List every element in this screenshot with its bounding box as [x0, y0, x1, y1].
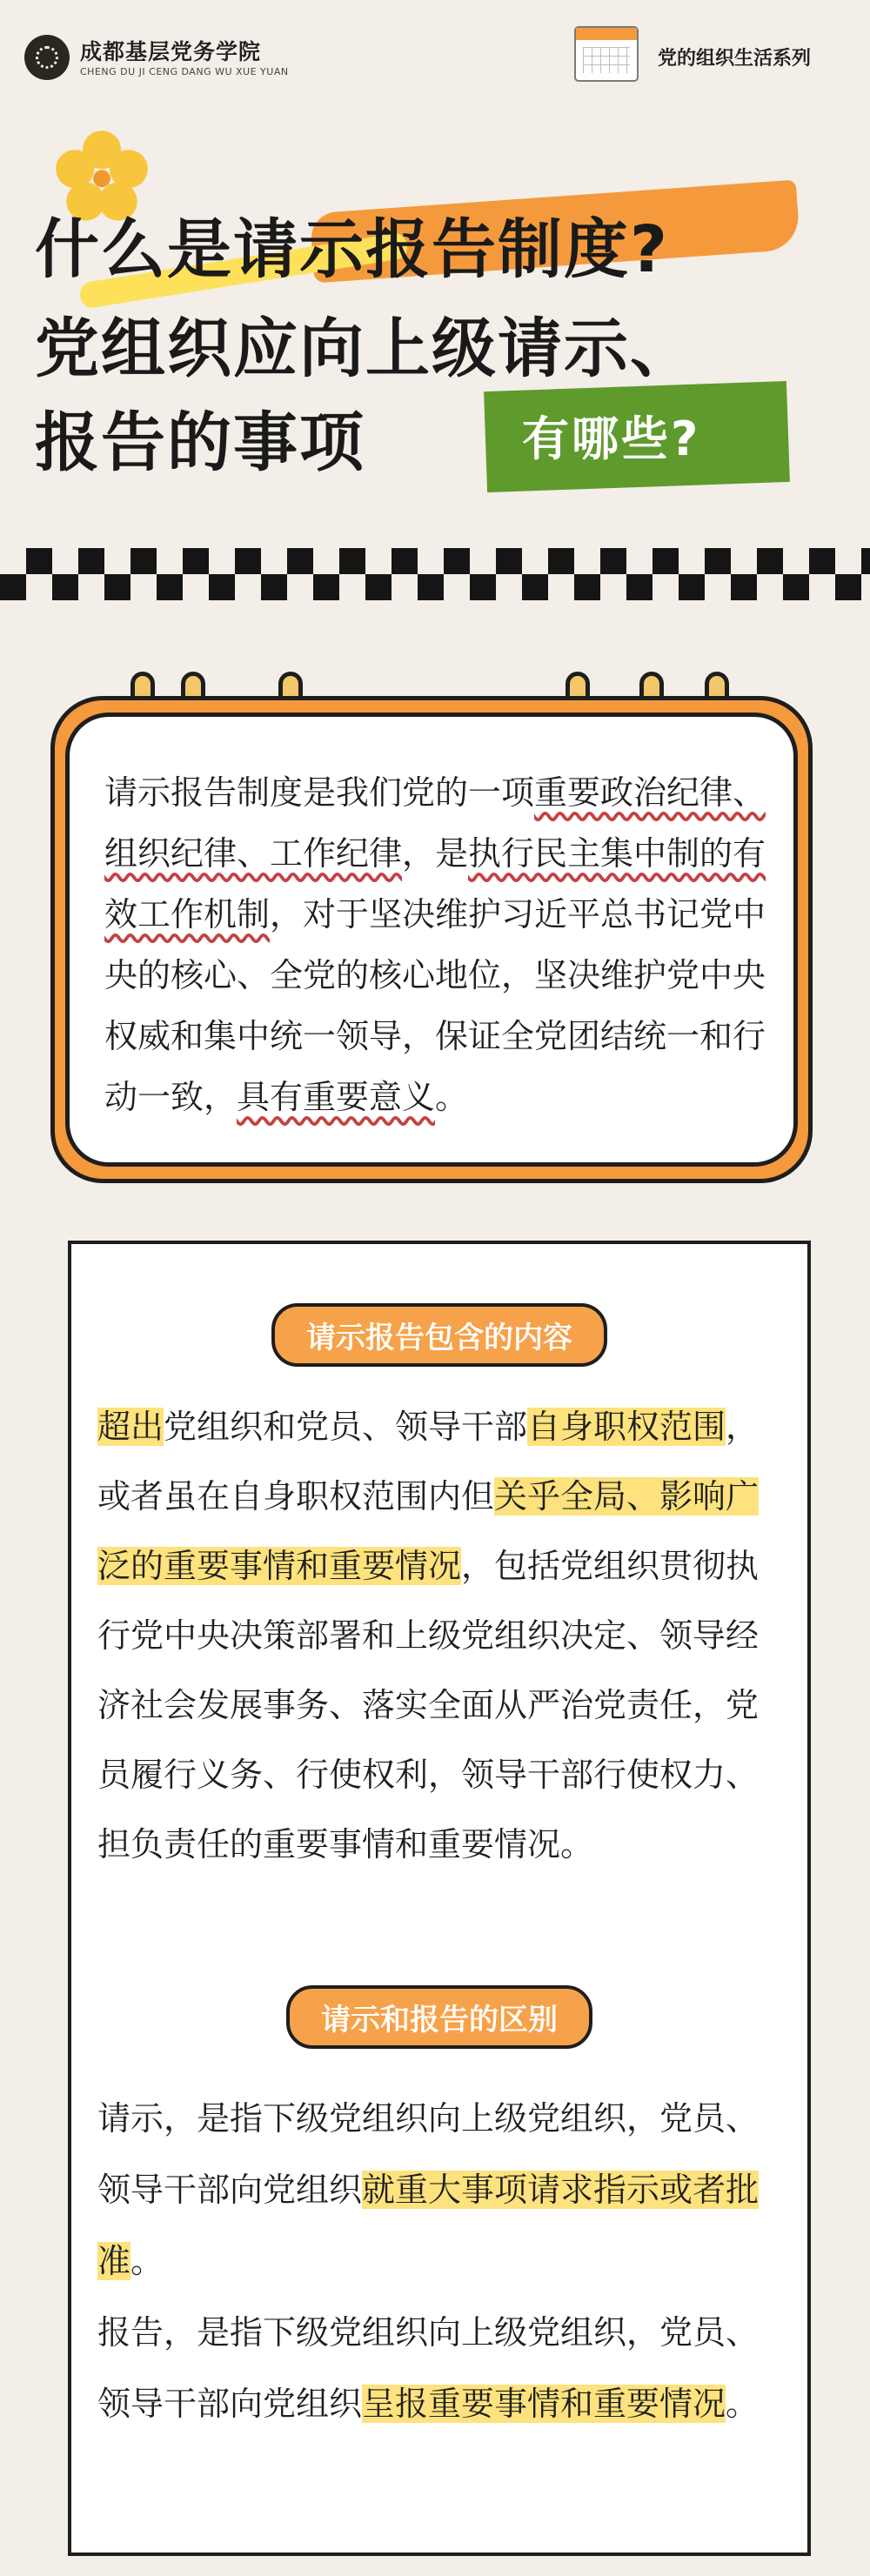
- calendar-icon: [574, 26, 639, 82]
- body-text: 报告，是指下级党组织向上级党组织，党员、领导干部向党组织: [97, 2313, 760, 2423]
- intro-underlined: 具有重要意义: [237, 1078, 436, 1116]
- title-line-2: 党组织应向上级请示、: [35, 311, 696, 386]
- highlight-text: 就重大事项请求指示或者批准: [97, 2171, 760, 2280]
- intro-paragraph: [104, 762, 783, 1127]
- section-label-content: 请示报告包含的内容: [271, 1303, 607, 1367]
- highlight-text: 关乎全局、影响广泛的重要事情和重要情况: [97, 1477, 760, 1585]
- request-definition: [97, 2083, 785, 2297]
- intro-underlined: 重要政治纪律、组织纪律、工作纪律: [104, 773, 766, 873]
- intro-card: [50, 696, 813, 1183]
- intro-text: 。: [435, 1078, 469, 1116]
- title-tag: 有哪些?: [522, 411, 701, 466]
- academy-logo-icon: [24, 35, 70, 80]
- highlight-text: 超出: [97, 1408, 164, 1446]
- difference-paragraph: [97, 2083, 785, 2439]
- checker-divider: [0, 548, 870, 600]
- org-name: 成都基层党务学院: [80, 39, 262, 64]
- body-text: 。: [130, 2242, 164, 2280]
- title-line-1: 什么是请示报告制度?: [35, 212, 669, 287]
- section-label-difference: 请示和报告的区别: [286, 1985, 592, 2049]
- intro-text: ，是: [402, 834, 469, 873]
- series-label: 党的组织生活系列: [658, 48, 812, 70]
- body-text: 请示，是指下级党组织向上级党组织，党员、领导干部向党组织: [97, 2099, 760, 2209]
- report-definition: [97, 2297, 785, 2439]
- body-text: ，或者虽在自身职权范围内但: [97, 1408, 760, 1515]
- intro-text: ，对于坚决维护习近平总书记党中央的核心、全党的核心地位，坚决维护党中央权威和集中统一领导，保证全党团结统一和行动一致，: [104, 895, 766, 1116]
- header: [0, 0, 870, 122]
- intro-underlined: 执行民主集中制的有效工作机制: [104, 834, 766, 933]
- details-card: [68, 1241, 811, 2556]
- highlight-text: 自身职权范围: [527, 1408, 726, 1446]
- body-text: 。: [726, 2385, 760, 2423]
- intro-text: 请示报告制度是我们党的一项: [104, 773, 535, 812]
- highlight-text: 呈报重要事情和重要情况: [362, 2385, 726, 2423]
- body-text: 党组织和党员、领导干部: [164, 1408, 528, 1446]
- content-paragraph: [97, 1392, 785, 1879]
- body-text: ，包括党组织贯彻执行党中央决策部署和上级党组织决定、领导经济社会发展事务、落实全面从严治党责任，党员履行义务、行使权利，领导干部行使权力、担负责任的重要事情和重要情况。: [97, 1547, 760, 1863]
- title-line-3: 报告的事项: [35, 405, 365, 480]
- org-pinyin: CHENG DU JI CENG DANG WU XUE YUAN: [80, 66, 289, 77]
